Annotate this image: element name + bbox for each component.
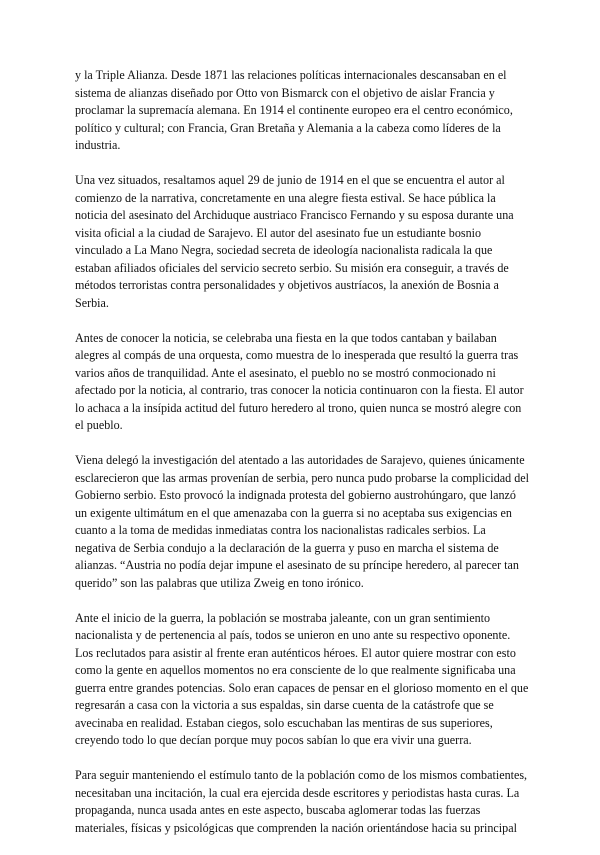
paragraph-1: y la Triple Alianza. Desde 1871 las relaciones políticas internacionales descansaban en el sistema de alianzas diseñado por Otto von Bismarck con el objetivo de aislar Francia y proclamar la supremacía alemana. En 1914 el continente europeo era el centro económico, político y cultural; con Francia, Gran Bretaña y Alemania a la cabeza como líderes de la industria. [75,68,513,152]
paragraph-3: Antes de conocer la noticia, se celebraba una fiesta en la que todos cantaban y bailaban alegres al compás de una orquesta, como muestra de lo inesperada que resultó la guerra tras varios años de tranquilidad. Ante el asesinato, el pueblo no se mostró conmocionado ni afectado por la noticia, al contrario, tras conocer la noticia continuaron con la fiesta. El autor lo achaca a la insípida actitud del futuro heredero al trono, quien nunca se mostró alegre con el pueblo. [75,330,524,432]
paragraph-5: Ante el inicio de la guerra, la población se mostraba jaleante, con un gran sentimiento nacionalista y de pertenencia al país, todos se unieron en uno ante su respectivo oponente. Los reclutados para asistir al frente eran auténticos héroes. El autor quiere mostrar con esto como la gente en aquellos momentos no era consciente de lo que realmente significaba una guerra entre grandes potencias. Solo eran capaces de pensar en el glorioso momento en el que regresarán a casa con la victoria a sus espaldas, sin darse cuenta de la catástrofe que se avecinaba en realidad. Estaban ciegos, solo escuchaban las mentiras de sus superiores, creyendo todo lo que decían porque muy pocos sabían lo que era vivir una guerra. [75,610,529,747]
paragraph-4: Viena delegó la investigación del atentado a las autoridades de Sarajevo, quienes únicamente esclarecieron que las armas provenían de serbia, pero nunca pudo probarse la complicidad del Gobierno serbio. Esto provocó la indignada protesta del gobierno austrohúngaro, que lanzó un exigente ultimátum en el que amenazaba con la guerra si no aceptaba sus exigencias en cuanto a la toma de medidas inmediatas contra los nacionalistas radicales serbios. La negativa de Serbia condujo a la declaración de la guerra y puso en marcha el sistema de alianzas. “Austria no podía dejar impune el asesinato de su príncipe heredero, al parecer tan querido” son las palabras que utiliza Zweig en tono irónico. [75,453,529,590]
paragraph-2: Una vez situados, resaltamos aquel 29 de junio de 1914 en el que se encuentra el autor al comienzo de la narrativa, concretamente en una alegre fiesta estival. Se hace pública la noticia del asesinato del Archiduque austriaco Francisco Fernando y su esposa durante una visita oficial a la ciudad de Sarajevo. El autor del asesinato fue un estudiante bosnio vinculado a La Mano Negra, sociedad secreta de ideología nacionalista radicala la que estaban afiliados oficiales del servicio secreto serbio. Su misión era conseguir, a través de métodos terroristas contra personalidades y objetivos austríacos, la anexión de Bosnia a Serbia. [75,173,514,310]
document-body [75,67,529,855]
paragraph-6: Para seguir manteniendo el estímulo tanto de la población como de los mismos combatientes, necesitaban una incitación, la cual era ejercida desde escritores y periodistas hasta curas. La propaganda, nunca usada antes en este aspecto, buscaba aglomerar todas las fuerzas materiales, físicas y psicológicas que comprenden la nación orientándose hacia su principal [75,768,528,835]
